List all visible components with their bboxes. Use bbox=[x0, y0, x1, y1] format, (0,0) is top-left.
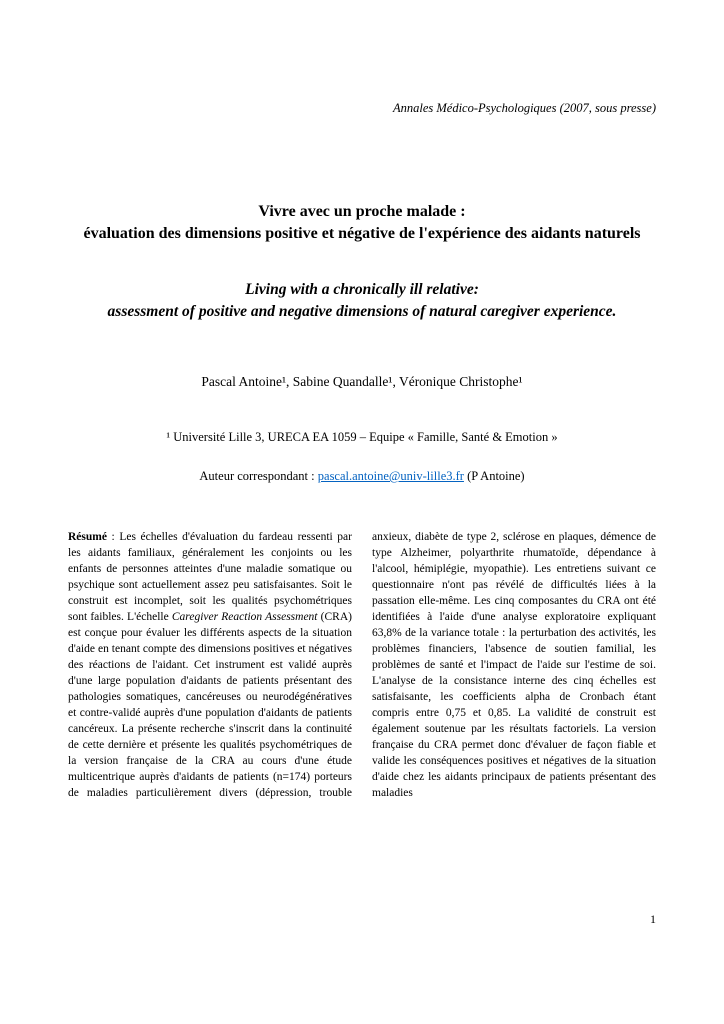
abstract-text-part1: : Les échelles d'évaluation du fardeau ressenti par les aidants familiaux, généralement les conjoints ou les enfants de personnes atteintes d'une maladie somatique ou psychique sont actuellement assez peu satisfaisantes. Soit le construit est incomplet, soit les qualités psychométriques sont faibles. L'échelle bbox=[68, 531, 352, 623]
authors-line: Pascal Antoine¹, Sabine Quandalle¹, Véronique Christophe¹ bbox=[201, 374, 523, 389]
title-french bbox=[68, 201, 656, 245]
correspondence-label: Auteur correspondant : bbox=[199, 469, 318, 483]
title-french-line2: évaluation des dimensions positive et négative de l'expérience des aidants naturels bbox=[83, 225, 641, 242]
title-english-line1: Living with a chronically ill relative: bbox=[245, 281, 479, 298]
abstract-label: Résumé bbox=[68, 531, 107, 543]
title-french-line1: Vivre avec un proche malade : bbox=[258, 203, 466, 220]
correspondence-email-link[interactable]: pascal.antoine@univ-lille3.fr bbox=[317, 469, 464, 483]
journal-header: Annales Médico-Psychologiques (2007, sous presse) bbox=[392, 101, 656, 115]
correspondence-line bbox=[68, 468, 656, 485]
title-english bbox=[68, 279, 656, 323]
affiliation-line: ¹ Université Lille 3, URECA EA 1059 – Equipe « Famille, Santé & Emotion » bbox=[166, 430, 558, 444]
page-number: 1 bbox=[650, 912, 656, 926]
abstract-italic-term: Caregiver Reaction Assessment bbox=[171, 611, 318, 623]
title-english-line2: assessment of positive and negative dimensions of natural caregiver experience. bbox=[107, 303, 617, 320]
abstract-text-part2: (CRA) est conçue pour évaluer les différents aspects de la situation d'aide en tenant compte des dimensions positives et négatives des réactions de l'aidant. Cet instrument est validé auprès d'une large population d'aidants de patients présentant des pathologies somatiques, cancéreuses ou neurodégénératives et contre-validé auprès d'une population d'aidants de patients cancéreux. La présente recherche s'inscrit dans la continuité de cette dernière et présente les qualités psychométriques de la version française de la CRA au cours d'une étude multicentrique auprès d'aidants de patients (n=174) porteurs de maladies particulièrement divers (dépression, trouble anxieux, diabète de type 2, sclérose en plaques, démence de type Alzheimer, polyarthrite rhumatoïde, dépendance à l'alcool, hémiplégie, myopathie). Les entretiens suivant ce questionnaire n'ont pas révélé de difficultés liées à la passation elle-même. Les cinq composantes du CRA ont été identifiées à l'aide d'une analyse exploratoire expliquant 63,8% de la variance totale : la perturbation des activités, les problèmes financiers, l'absence de soutien familial, les problèmes de santé et l'impact de l'aide sur l'estime de soi. L'analyse de la consistance interne des cinq échelles est satisfaisante, les coefficients alpha de Cronbach étant compris entre 0,75 et 0,85. La validité de construit est également soutenue par les résultats factoriels. La version française du CRA permet donc d'évaluer de façon fiable et valide les conséquences positives et négatives de la situation d'aide chez les aidants principaux de patients présentant des maladies bbox=[68, 531, 656, 799]
abstract-paragraph bbox=[68, 529, 656, 801]
correspondence-suffix: (P Antoine) bbox=[463, 469, 525, 483]
abstract-columns bbox=[68, 529, 656, 801]
